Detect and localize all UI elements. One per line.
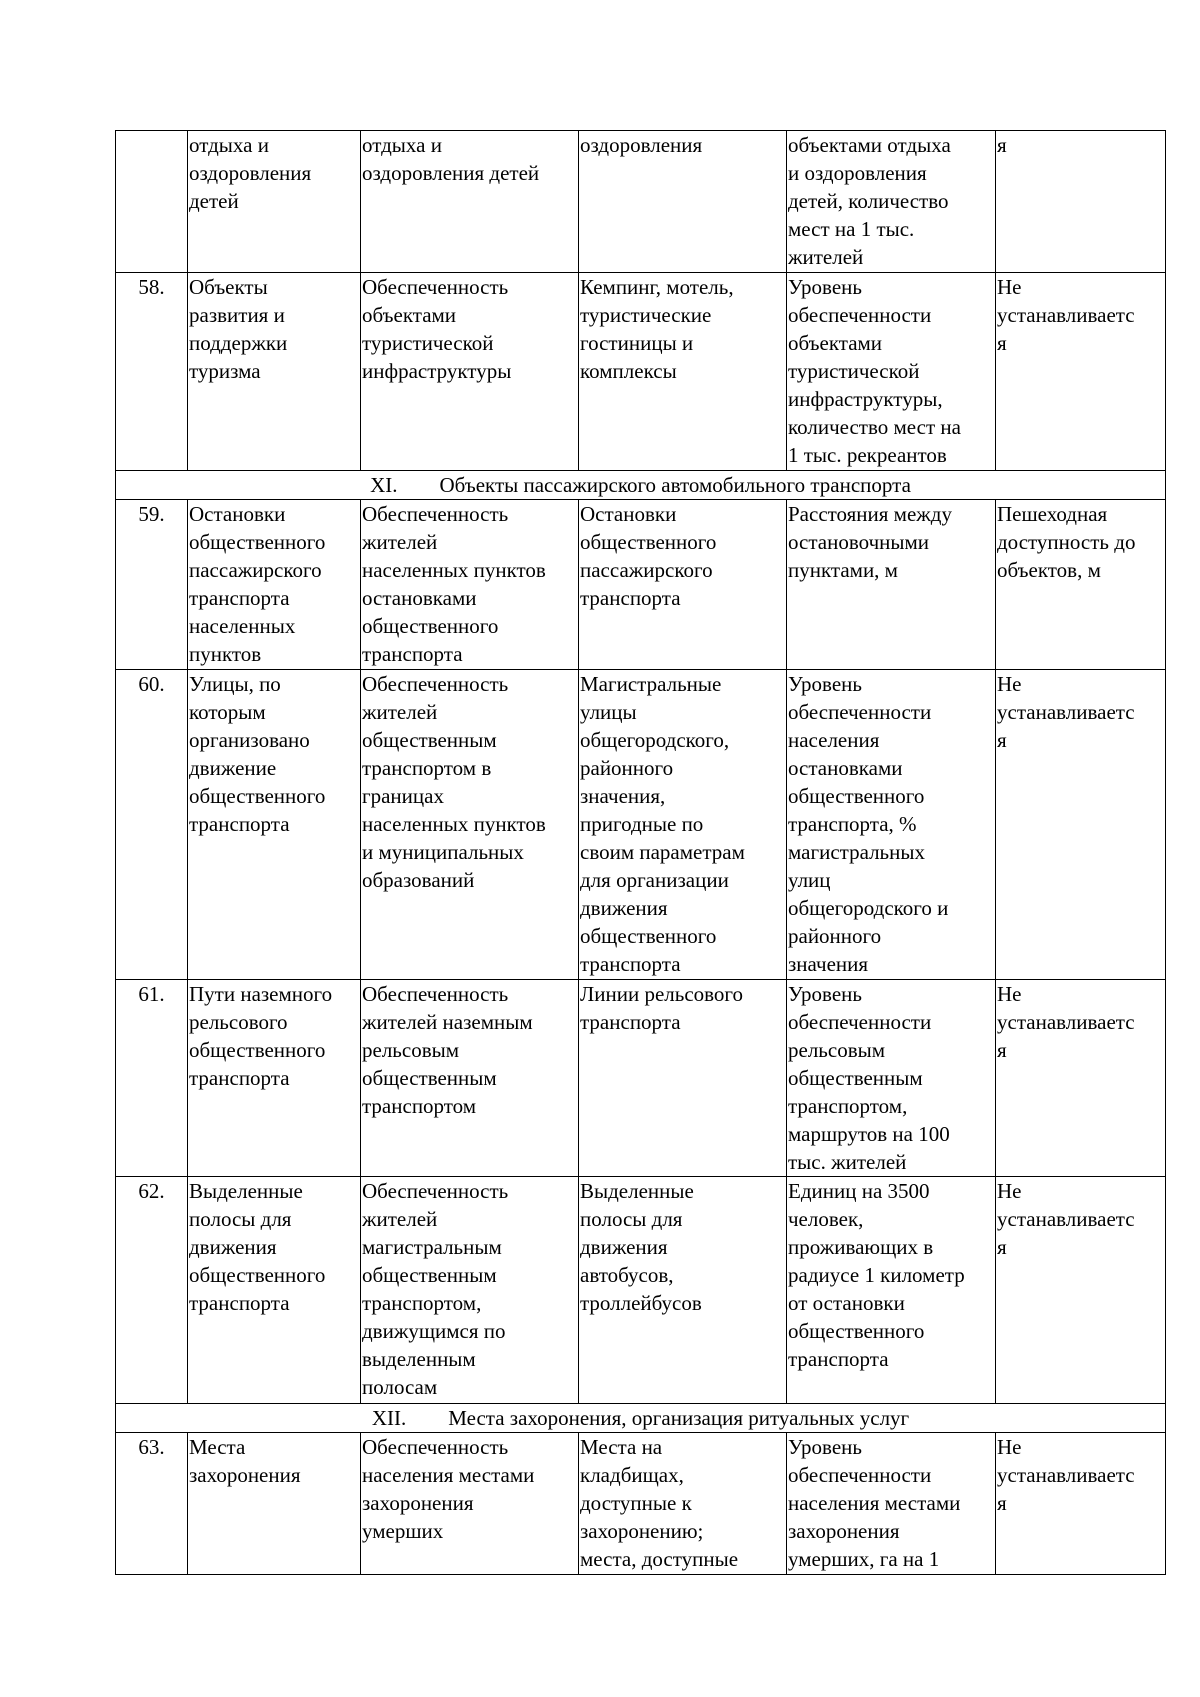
table-row [116,1177,1166,1404]
cell-accessibility-indicator: Пешеходная доступность до объектов, м [996,500,1166,670]
table-row [116,273,1166,471]
cell-row-number: 61. [116,980,188,1177]
section-number: XII. [371,1406,407,1430]
norms-table [115,130,1166,1575]
section-header [116,1404,1166,1433]
cell-max-level-indicator: Уровень обеспеченности населения остановками общественного транспорта, % магистральных улиц общегородского и районного значения [787,670,996,980]
cell-indicator-name: отдыха и оздоровления детей [361,131,579,273]
table-body [116,131,1166,1575]
cell-max-level-indicator: Уровень обеспеченности объектами туристической инфраструктуры, количество мест на 1 тыс. рекреантов [787,273,996,471]
cell-row-number: 62. [116,1177,188,1404]
cell-accessibility-indicator: Не устанавливаетс я [996,1433,1166,1575]
cell-indicator-name: Обеспеченность жителей общественным транспортом в границах населенных пунктов и муниципальных образований [361,670,579,980]
cell-indicator-name: Обеспеченность жителей наземным рельсовым общественным транспортом [361,980,579,1177]
cell-row-number: 59. [116,500,188,670]
table-row [116,131,1166,273]
cell-max-level-indicator: Единиц на 3500 человек, проживающих в радиусе 1 километр от остановки общественного транспорта [787,1177,996,1404]
table-row [116,500,1166,670]
section-header-row [116,471,1166,500]
table-row [116,980,1166,1177]
section-title: Объекты пассажирского автомобильного транспорта [439,473,911,497]
cell-object-kind: оздоровления [579,131,787,273]
cell-accessibility-indicator: я [996,131,1166,273]
cell-object-type: Остановки общественного пассажирского транспорта населенных пунктов [188,500,361,670]
cell-accessibility-indicator: Не устанавливаетс я [996,670,1166,980]
cell-object-kind: Выделенные полосы для движения автобусов, троллейбусов [579,1177,787,1404]
cell-object-kind: Магистральные улицы общегородского, районного значения, пригодные по своим параметрам для организации движения общественного транспорта [579,670,787,980]
cell-row-number: 60. [116,670,188,980]
document-page [115,130,1165,1575]
cell-max-level-indicator: Уровень обеспеченности рельсовым общественным транспортом, маршрутов на 100 тыс. жителей [787,980,996,1177]
section-header-row [116,1404,1166,1433]
cell-max-level-indicator: Расстояния между остановочными пунктами, м [787,500,996,670]
cell-accessibility-indicator: Не устанавливаетс я [996,273,1166,471]
section-title: Места захоронения, организация ритуальных услуг [448,1406,910,1430]
cell-object-kind: Линии рельсового транспорта [579,980,787,1177]
cell-row-number: 58. [116,273,188,471]
table-row [116,670,1166,980]
cell-max-level-indicator: Уровень обеспеченности населения местами захоронения умерших, га на 1 [787,1433,996,1575]
section-number: XI. [370,473,398,497]
section-header [116,471,1166,500]
cell-accessibility-indicator: Не устанавливаетс я [996,1177,1166,1404]
cell-object-type: Улицы, по которым организовано движение общественного транспорта [188,670,361,980]
cell-object-kind: Места на кладбищах, доступные к захоронению; места, доступные [579,1433,787,1575]
cell-accessibility-indicator: Не устанавливаетс я [996,980,1166,1177]
cell-indicator-name: Обеспеченность жителей магистральным общественным транспортом, движущимся по выделенным полосам [361,1177,579,1404]
cell-object-type: Места захоронения [188,1433,361,1575]
cell-indicator-name: Обеспеченность объектами туристической инфраструктуры [361,273,579,471]
cell-object-kind: Кемпинг, мотель, туристические гостиницы и комплексы [579,273,787,471]
cell-indicator-name: Обеспеченность жителей населенных пунктов остановками общественного транспорта [361,500,579,670]
cell-object-type: Объекты развития и поддержки туризма [188,273,361,471]
table-row [116,1433,1166,1575]
cell-indicator-name: Обеспеченность населения местами захоронения умерших [361,1433,579,1575]
cell-object-type: Пути наземного рельсового общественного транспорта [188,980,361,1177]
cell-row-number [116,131,188,273]
cell-object-type: Выделенные полосы для движения общественного транспорта [188,1177,361,1404]
cell-object-kind: Остановки общественного пассажирского транспорта [579,500,787,670]
cell-row-number: 63. [116,1433,188,1575]
cell-object-type: отдыха и оздоровления детей [188,131,361,273]
cell-max-level-indicator: объектами отдыха и оздоровления детей, количество мест на 1 тыс. жителей [787,131,996,273]
